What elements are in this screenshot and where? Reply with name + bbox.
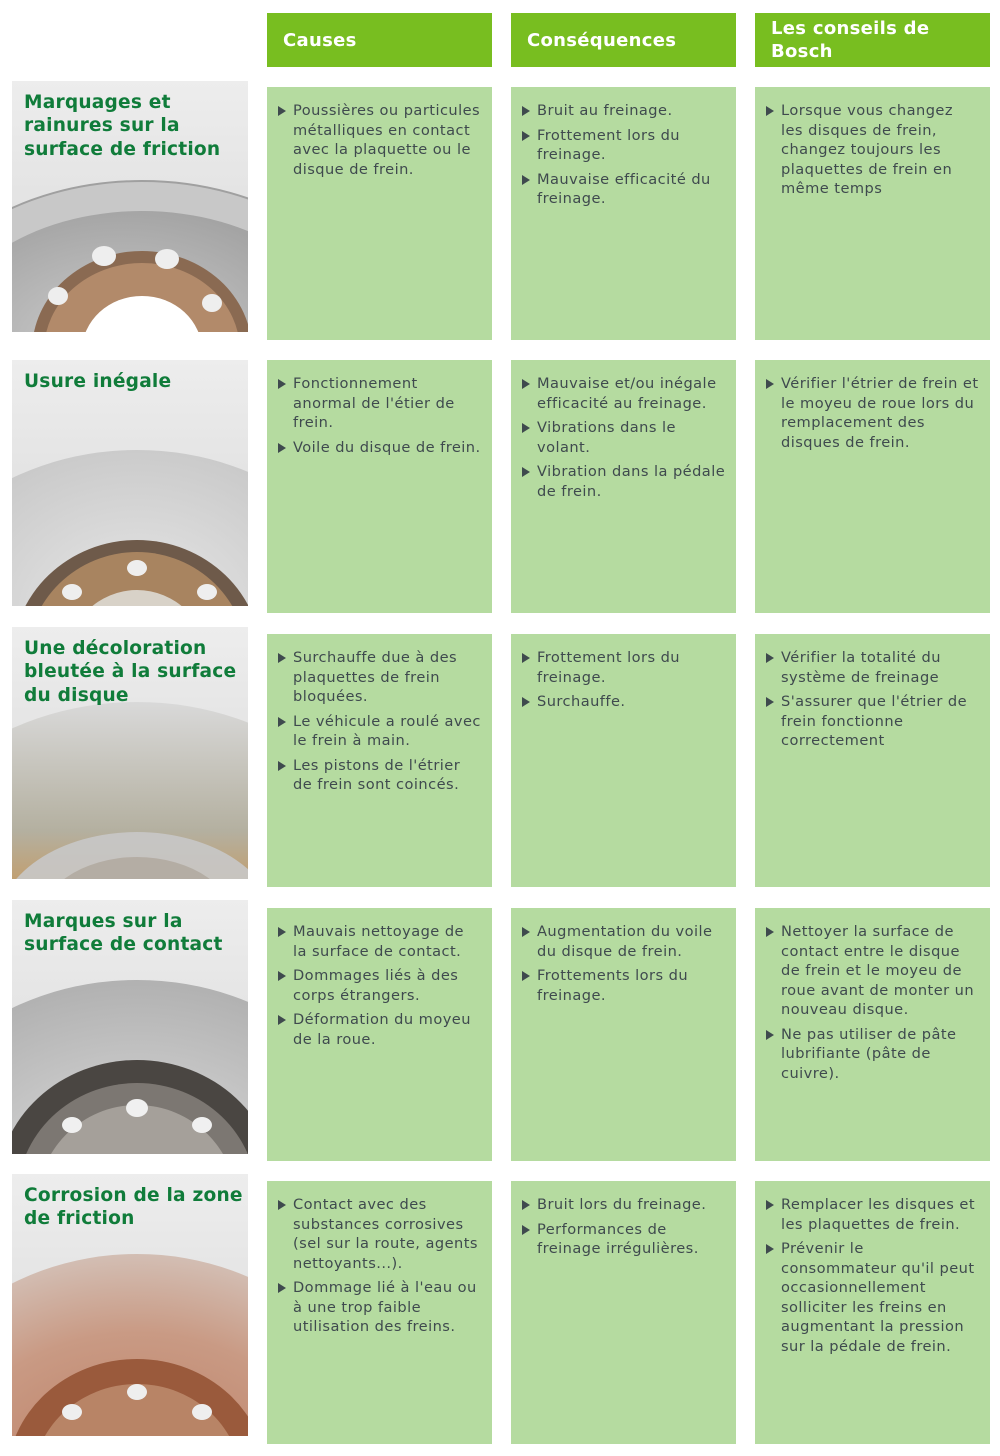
row-title: Usure inégale: [24, 371, 172, 392]
list-item: Contact avec des substances corrosives (sel sur la route, agents nettoyants...).: [278, 1195, 482, 1273]
list-item: Les pistons de l'étrier de frein sont coincés.: [278, 756, 482, 795]
cell-consequences: [511, 908, 736, 1161]
row-title: Corrosion de la zone de friction: [24, 1185, 243, 1230]
header-consequences: Conséquences: [511, 13, 736, 67]
list-item: Le véhicule a roulé avec le frein à main.: [278, 712, 482, 751]
cell-consequences: [511, 1181, 736, 1444]
bullet-arrow-icon: [278, 761, 286, 771]
bullet-arrow-icon: [766, 1030, 774, 1040]
list-item: Vérifier l'étrier de frein et le moyeu de roue lors du remplacement des disques de frein.: [766, 374, 980, 452]
bullet-arrow-icon: [278, 379, 286, 389]
list-item: Poussières ou particules métalliques en contact avec la plaquette ou le disque de frein.: [278, 101, 482, 179]
bullet-arrow-icon: [278, 927, 286, 937]
list-item: Dommage lié à l'eau ou à une trop faible utilisation des freins.: [278, 1278, 482, 1337]
bullet-arrow-icon: [522, 1225, 530, 1235]
cell-consequences: [511, 360, 736, 613]
bullet-arrow-icon: [522, 379, 530, 389]
bullet-arrow-icon: [766, 927, 774, 937]
row-title: Marques sur la surface de contact: [24, 911, 223, 956]
list-item: Nettoyer la surface de contact entre le disque de frein et le moyeu de roue avant de monter un nouveau disque.: [766, 922, 980, 1020]
bullet-arrow-icon: [278, 1015, 286, 1025]
list-item: Déformation du moyeu de la roue.: [278, 1010, 482, 1049]
row-label-corrosion: [12, 1174, 248, 1436]
list-item: Prévenir le consommateur qu'il peut occasionnellement solliciter les freins en augmentant la pression sur la pédale de frein.: [766, 1239, 980, 1356]
list-item: Bruit au freinage.: [522, 101, 726, 121]
list-item: Mauvaise efficacité du freinage.: [522, 170, 726, 209]
row-label-scoring: [12, 81, 248, 332]
cell-causes: [267, 87, 492, 340]
bullet-arrow-icon: [278, 106, 286, 116]
cell-advice: [755, 634, 990, 887]
list-item: Ne pas utiliser de pâte lubrifiante (pâte de cuivre).: [766, 1025, 980, 1084]
bullet-arrow-icon: [522, 653, 530, 663]
row-title: Une décoloration bleutée à la surface du disque: [24, 638, 237, 706]
list-item: Frottement lors du freinage.: [522, 648, 726, 687]
list-item: Fonctionnement anormal de l'étier de frein.: [278, 374, 482, 433]
bullet-arrow-icon: [278, 443, 286, 453]
list-item: S'assurer que l'étrier de frein fonctionne correctement: [766, 692, 980, 751]
list-item: Surchauffe due à des plaquettes de frein bloquées.: [278, 648, 482, 707]
list-item: Frottement lors du freinage.: [522, 126, 726, 165]
bullet-arrow-icon: [278, 717, 286, 727]
cell-advice: [755, 360, 990, 613]
bullet-arrow-icon: [522, 423, 530, 433]
list-item: Surchauffe.: [522, 692, 726, 712]
bullet-arrow-icon: [522, 1200, 530, 1210]
bullet-arrow-icon: [766, 1200, 774, 1210]
list-item: Voile du disque de frein.: [278, 438, 482, 458]
bullet-arrow-icon: [766, 379, 774, 389]
header-advice: Les conseils de Bosch: [755, 13, 990, 67]
row-label-contact-marks: [12, 900, 248, 1154]
cell-causes: [267, 360, 492, 613]
list-item: Mauvaise et/ou inégale efficacité au freinage.: [522, 374, 726, 413]
cell-causes: [267, 1181, 492, 1444]
list-item: Frottements lors du freinage.: [522, 966, 726, 1005]
bullet-arrow-icon: [278, 1200, 286, 1210]
cell-consequences: [511, 87, 736, 340]
bullet-arrow-icon: [522, 927, 530, 937]
list-item: Vibration dans la pédale de frein.: [522, 462, 726, 501]
list-item: Vibrations dans le volant.: [522, 418, 726, 457]
bullet-arrow-icon: [766, 697, 774, 707]
cell-advice: [755, 908, 990, 1161]
header-causes: Causes: [267, 13, 492, 67]
bullet-arrow-icon: [522, 175, 530, 185]
list-item: Remplacer les disques et les plaquettes de frein.: [766, 1195, 980, 1234]
bullet-arrow-icon: [278, 653, 286, 663]
list-item: Mauvais nettoyage de la surface de contact.: [278, 922, 482, 961]
bullet-arrow-icon: [766, 653, 774, 663]
list-item: Dommages liés à des corps étrangers.: [278, 966, 482, 1005]
brake-disc-uneven-wear-photo: [12, 360, 248, 606]
list-item: Bruit lors du freinage.: [522, 1195, 726, 1215]
list-item: Vérifier la totalité du système de freinage: [766, 648, 980, 687]
bullet-arrow-icon: [766, 1244, 774, 1254]
cell-advice: [755, 1181, 990, 1444]
list-item: Augmentation du voile du disque de frein.: [522, 922, 726, 961]
row-title: Marquages et rainures sur la surface de friction: [24, 92, 221, 160]
cell-advice: [755, 87, 990, 340]
bullet-arrow-icon: [278, 971, 286, 981]
bullet-arrow-icon: [522, 971, 530, 981]
bullet-arrow-icon: [766, 106, 774, 116]
cell-causes: [267, 908, 492, 1161]
bullet-arrow-icon: [522, 697, 530, 707]
list-item: Lorsque vous changez les disques de frein, changez toujours les plaquettes de frein en même temps: [766, 101, 980, 199]
cell-causes: [267, 634, 492, 887]
row-label-uneven-wear: [12, 360, 248, 606]
list-item: Performances de freinage irrégulières.: [522, 1220, 726, 1259]
cell-consequences: [511, 634, 736, 887]
bullet-arrow-icon: [522, 131, 530, 141]
row-label-discoloration: [12, 627, 248, 879]
bullet-arrow-icon: [522, 106, 530, 116]
bullet-arrow-icon: [522, 467, 530, 477]
bullet-arrow-icon: [278, 1283, 286, 1293]
